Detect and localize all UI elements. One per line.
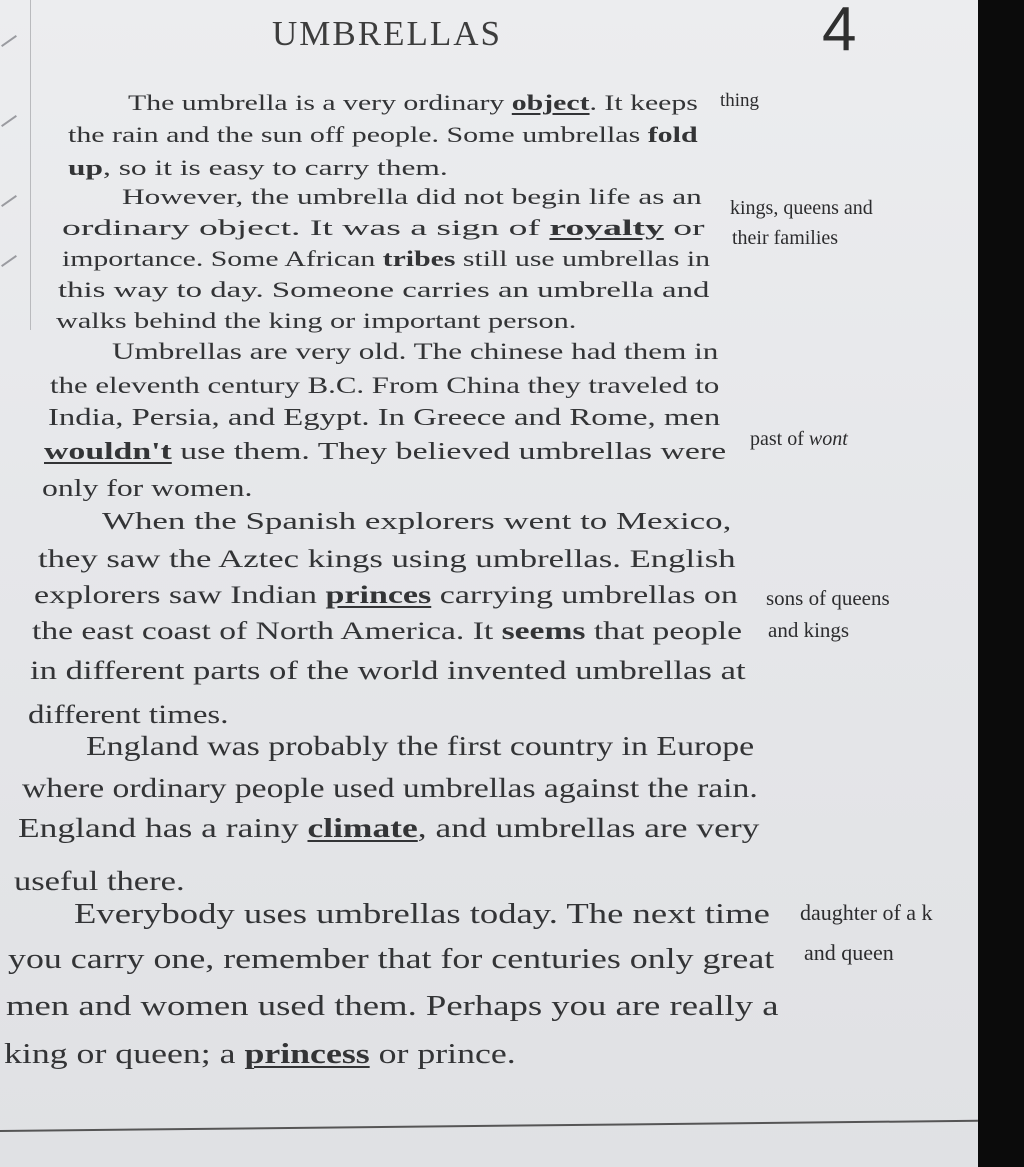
text-line	[128, 90, 698, 116]
text-line	[68, 122, 698, 148]
text-run: India, Persia, and Egypt. In Greece and Rome, men	[48, 405, 721, 431]
margin-note	[732, 227, 838, 250]
text-line	[62, 215, 705, 241]
text-run: and queen	[804, 940, 894, 965]
text-line	[58, 277, 709, 303]
text-line	[34, 582, 738, 610]
text-line	[4, 1038, 516, 1071]
text-run: their families	[732, 227, 839, 249]
text-run: When the Spanish explorers went to Mexico,	[102, 509, 732, 535]
vocabulary-word: object	[511, 90, 590, 115]
bold-word: fold	[647, 122, 698, 147]
unit-number: 4	[822, 0, 857, 64]
vocabulary-word: royalty	[549, 215, 664, 240]
text-run: men and women used them. Perhaps you are really a	[6, 990, 779, 1022]
text-run: different times.	[28, 700, 229, 729]
text-line	[18, 813, 759, 844]
text-run: importance. Some African	[62, 246, 383, 271]
text-line	[102, 509, 731, 536]
text-line	[28, 700, 228, 730]
text-run: However, the umbrella did not begin life as an	[122, 184, 702, 209]
text-run: daughter of a k	[800, 900, 933, 925]
text-line	[112, 339, 718, 365]
margin-note	[730, 197, 873, 220]
text-run: use them. They believed umbrellas were	[171, 439, 727, 465]
bold-word: seems	[501, 618, 586, 645]
text-run: the eleventh century B.C. From China they traveled to	[50, 373, 720, 398]
text-run: thing	[720, 90, 760, 111]
text-line	[30, 656, 746, 686]
text-run: walks behind the king or important person.	[56, 308, 577, 333]
text-line	[74, 898, 770, 931]
text-line	[38, 546, 736, 574]
text-run: kings, queens and	[730, 197, 873, 219]
bold-word: up	[68, 155, 103, 180]
text-line	[50, 373, 719, 399]
text-run: , so it is easy to carry them.	[102, 155, 448, 180]
background-edge	[978, 0, 1024, 1167]
text-line	[32, 618, 742, 646]
text-run: Umbrellas are very old. The chinese had them in	[112, 339, 719, 364]
text-run: that people	[585, 618, 743, 645]
text-line	[42, 476, 252, 503]
text-line	[62, 246, 710, 272]
margin-note	[720, 90, 759, 112]
text-run: still use umbrellas in	[455, 246, 711, 271]
text-line	[6, 990, 779, 1023]
text-run: England was probably the first country in Europe	[86, 731, 755, 761]
bold-word: tribes	[382, 246, 456, 271]
text-run: or	[663, 215, 705, 240]
margin-note	[766, 586, 890, 611]
text-run: king or queen; a	[4, 1038, 245, 1070]
text-run: carrying umbrellas on	[431, 582, 738, 609]
text-line	[48, 405, 720, 432]
text-line	[14, 866, 185, 897]
margin-note	[750, 428, 848, 451]
text-run: the rain and the sun off people. Some umbrellas	[68, 122, 648, 147]
text-line	[122, 184, 702, 210]
text-run: sons of queens	[766, 586, 890, 610]
text-run: . It keeps	[589, 90, 698, 115]
text-run: past of	[750, 428, 809, 450]
vocabulary-word: climate	[307, 813, 418, 843]
text-run: useful there.	[14, 866, 185, 896]
margin-note	[800, 900, 933, 926]
text-line	[56, 308, 576, 334]
vocabulary-word: princes	[325, 582, 432, 609]
text-run: explorers saw Indian	[34, 582, 326, 609]
margin-note	[768, 618, 849, 643]
vocabulary-word: princess	[244, 1038, 370, 1070]
page-title: UMBRELLAS	[272, 14, 502, 53]
text-line	[8, 943, 774, 976]
text-run: this way to day. Someone carries an umbrella and	[58, 277, 710, 302]
text-run: or prince.	[369, 1038, 516, 1070]
text-run: and kings	[768, 618, 850, 642]
italic-word: wont	[808, 428, 848, 450]
text-run: in different parts of the world invented umbrellas at	[30, 656, 746, 685]
page-edge-curl	[0, 0, 31, 330]
text-run: where ordinary people used umbrellas against the rain.	[22, 773, 758, 803]
text-run: The umbrella is a very ordinary	[128, 90, 512, 115]
text-run: England has a rainy	[18, 813, 308, 843]
text-run: you carry one, remember that for centuries only great	[8, 943, 775, 975]
text-line	[86, 731, 754, 762]
text-line	[68, 155, 448, 181]
footer-rule	[0, 1120, 978, 1132]
text-run: they saw the Aztec kings using umbrellas. English	[38, 546, 736, 573]
text-run: the east coast of North America. It	[32, 618, 502, 645]
margin-note	[804, 940, 894, 966]
text-line	[22, 773, 758, 804]
text-run: , and umbrellas are very	[417, 813, 760, 843]
text-run: ordinary object. It was a sign of	[62, 215, 550, 240]
vocabulary-word: wouldn't	[44, 439, 172, 465]
text-run: Everybody uses umbrellas today. The next time	[74, 898, 770, 930]
text-line	[44, 439, 726, 466]
text-run: only for women.	[42, 476, 253, 502]
